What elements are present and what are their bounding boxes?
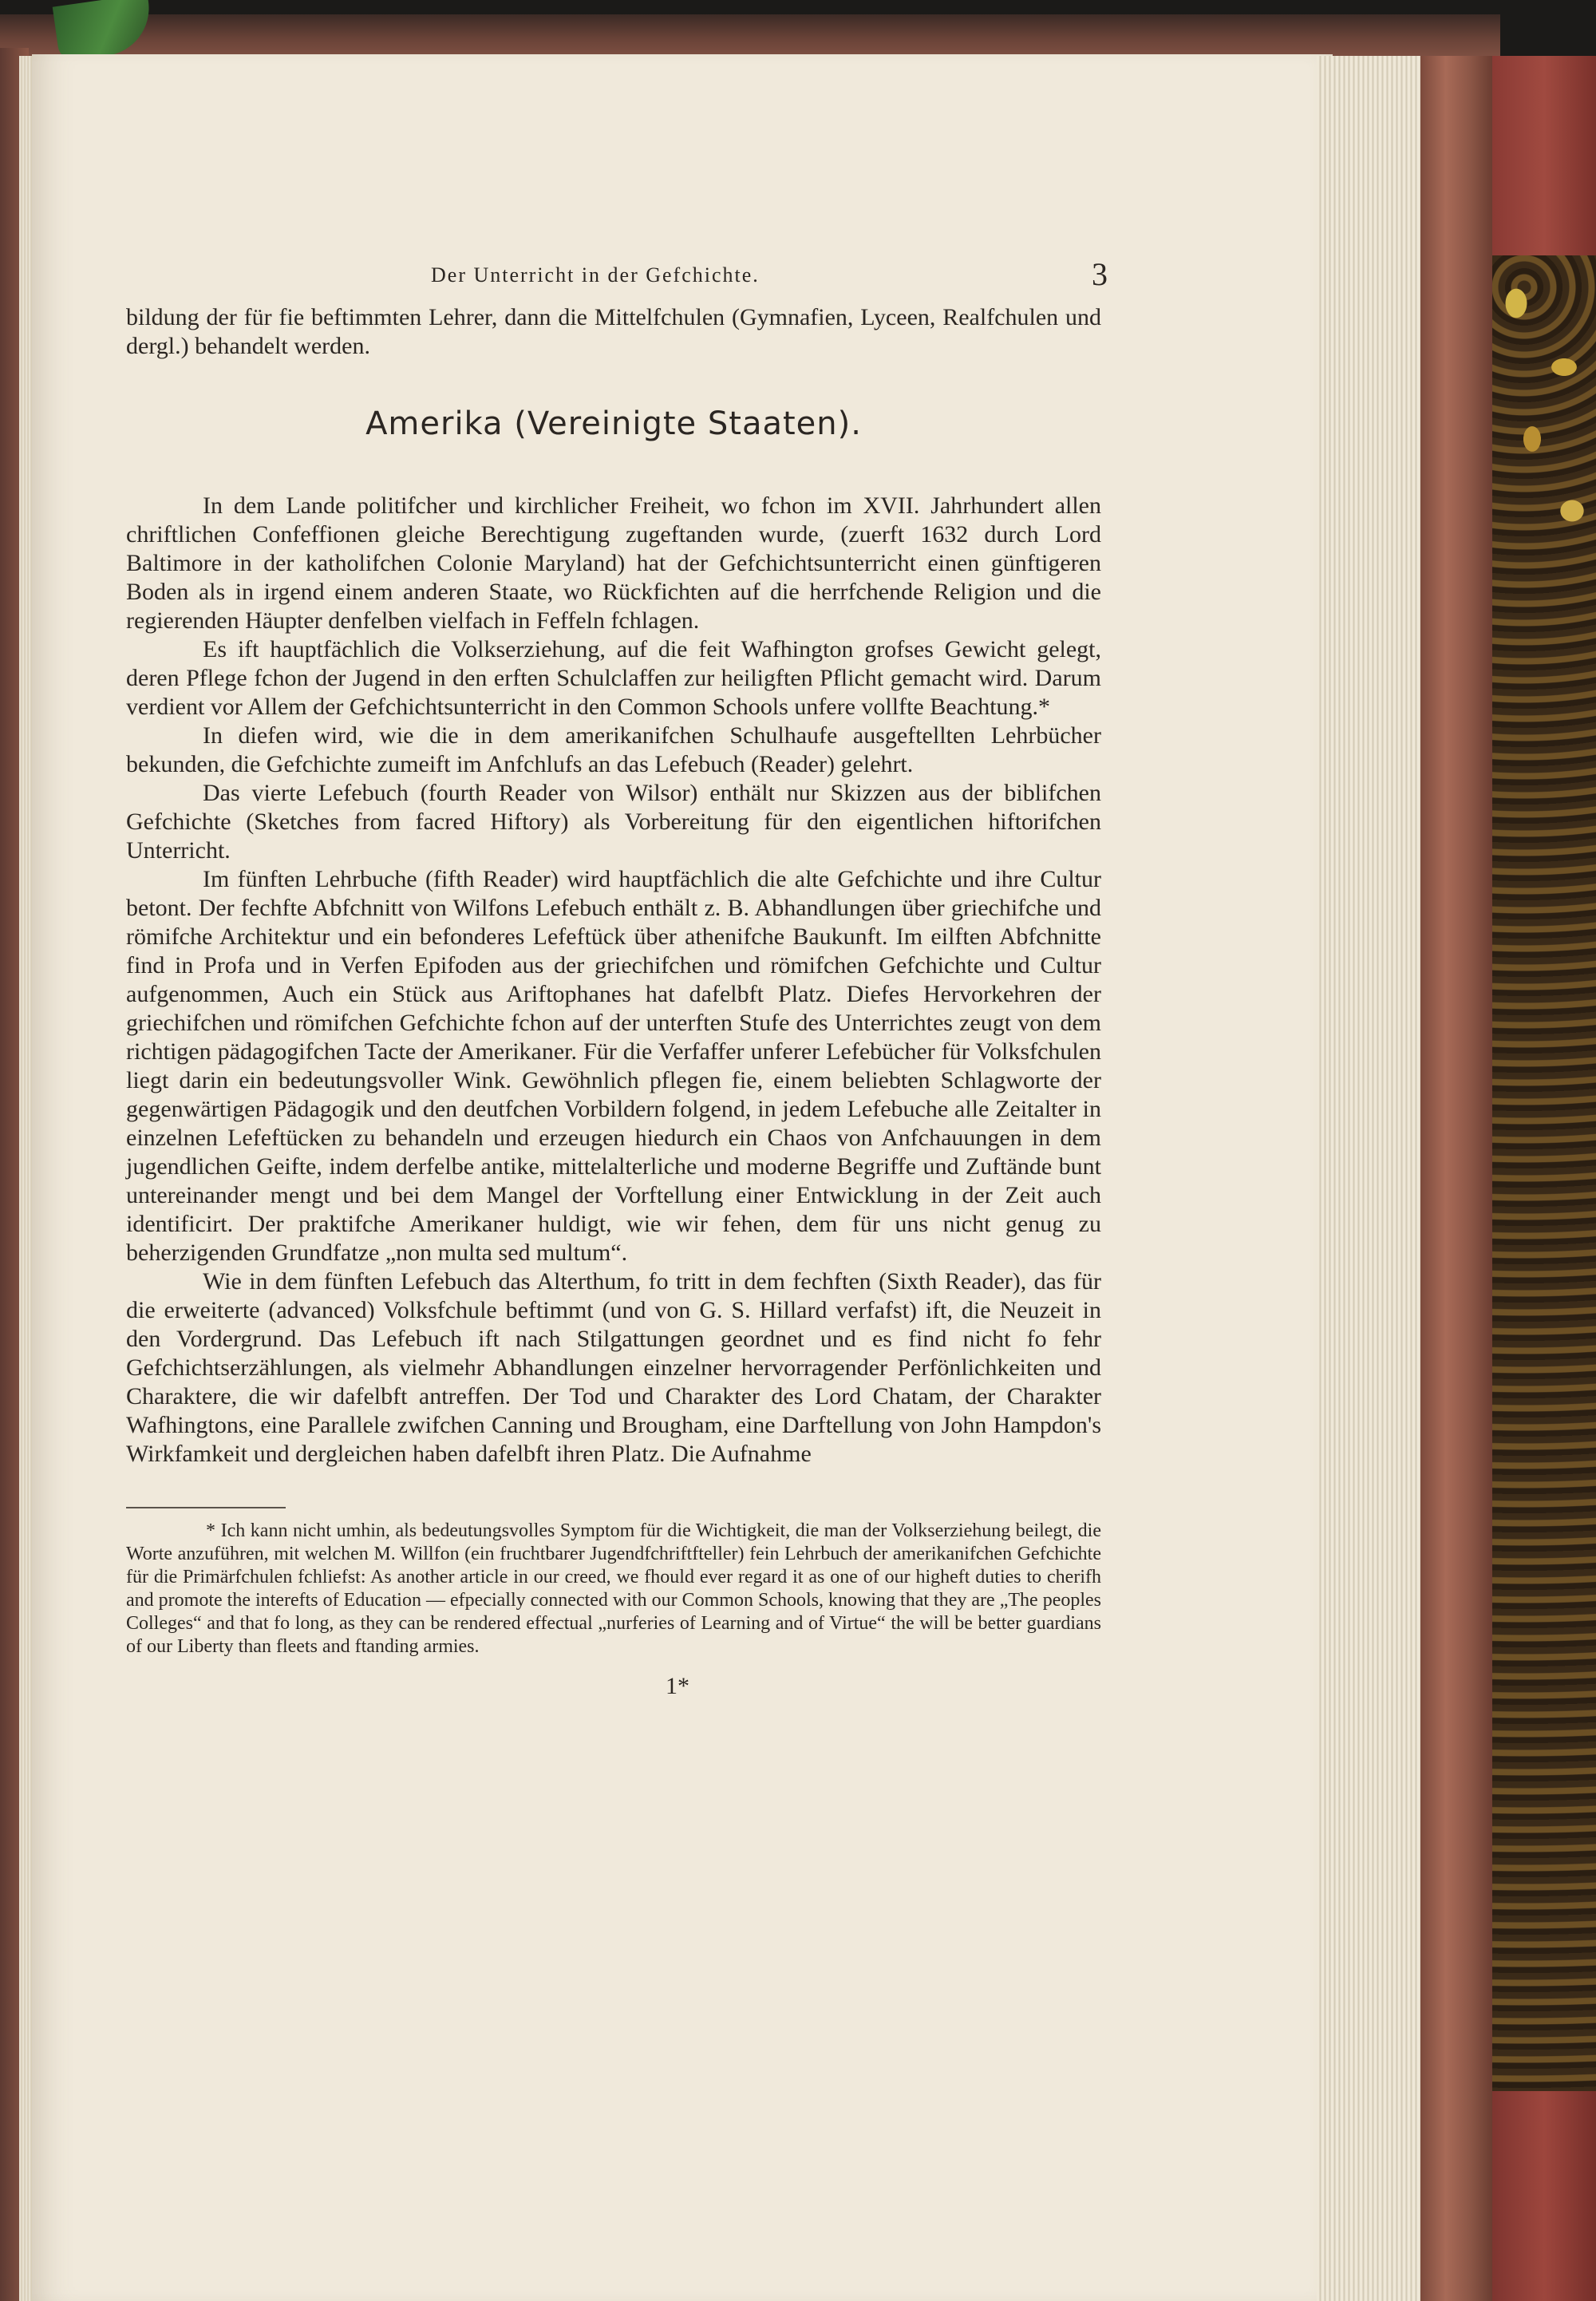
body-paragraph: Das vierte Lefebuch (fourth Reader von Wilsor) enthält nur Skizzen aus der biblifchen Gefchichte (Sketches from facred Hiftory) als Vorbereitung für den eigentlichen hiftorifchen Unterricht.: [126, 780, 1101, 864]
cover-corner-top: [1492, 56, 1596, 263]
page-number: 3: [1092, 256, 1108, 292]
footnote: * Ich kann nicht umhin, als bedeutungsvolles Symptom für die Wichtigkeit, die man der Volkserziehung beilegt, die Worte anzuführen, mit welchen M. Willfon (ein fruchtbarer Jugendfchriftfteller) fein Lehrbuch der amerikanifchen Gefchichte für die Primärfchulen fchliefst: As another article in our creed, we fhould ever regard it as one of our higheft duties to cherifh and promote the interefts of Education — efpecially connected with our Common Schools, knowing that they are „The peoples Colleges“ and that fo long, as they can be rendered effectual „nurferies of Learning and of Virtue“ the will be better guardians of our Liberty than fleets and ftanding armies.: [126, 1520, 1101, 1657]
section-heading: Amerika (Vereinigte Staaten).: [365, 405, 862, 442]
body-paragraph: Es ift hauptfächlich die Volkserziehung, auf die feit Wafhington grofses Gewicht gelegt, deren Pflege fchon der Jugend in den erften Schulclaffen zur heiligften Pflicht gemacht wird. Darum verdient vor Allem der Gefchichtsunterricht in den Common Schools unfere vollfte Beachtung.*: [126, 636, 1101, 720]
page-stack-edges: [1317, 56, 1420, 2301]
footnote-divider: [126, 1507, 286, 1508]
marbled-cover: [1492, 255, 1596, 2299]
body-paragraph: In diefen wird, wie die in dem amerikanifchen Schulhaufe ausgeftellten Lehrbücher bekunden, die Gefchichte zumeift im Anfchlufs an das Lefebuch (Reader) gelehrt.: [126, 722, 1101, 777]
intro-paragraph: bildung der für fie beftimmten Lehrer, dann die Mittelfchulen (Gymnafien, Lyceen, Realfchulen und dergl.) behandelt werden.: [126, 304, 1101, 359]
body-paragraph: In dem Lande politifcher und kirchlicher Freiheit, wo fchon im XVII. Jahrhundert allen chriftlichen Confeffionen gleiche Berechtigung zugeftanden wurde, (zuerft 1632 durch Lord Baltimore in der katholifchen Colonie Maryland) hat der Gefchichtsunterricht einen günftigeren Boden als in irgend einem anderen Staate, wo Rückfichten auf die herrfchende Religion und die regierenden Häupter denfelben vielfach in Feffeln fchlagen.: [126, 492, 1101, 634]
body-paragraph: Wie in dem fünften Lefebuch das Alterthum, fo tritt in dem fechften (Sixth Reader), das für die erweiterte (advanced) Volksfchule beftimmt (und von G. S. Hillard verfafst) ift, die Neuzeit in den Vordergrund. Das Lefebuch ift nach Stilgattungen geordnet und es find nicht fo fehr Gefchichtserzählungen, als vielmehr Abhandlungen einzelner hervorragender Perfönlichkeiten und Charaktere, die wir dafelbft antreffen. Der Tod und Charakter des Lord Chatam, der Charakter Wafhingtons, eine Parallele zwifchen Canning und Brougham, eine Darftellung von John Hampdon's Wirkfamkeit und dergleichen haben dafelbft ihren Platz. Die Aufnahme: [126, 1268, 1101, 1467]
running-head: Der Unterricht in der Gefchichte.: [431, 263, 760, 287]
page-text-block: [126, 255, 1108, 1700]
body-paragraph: Im fünften Lehrbuche (fifth Reader) wird hauptfächlich die alte Gefchichte und ihre Cultur betont. Der fechfte Abfchnitt von Wilfons Lefebuch enthält z. B. Abhandlungen über griechifche und römifche Architektur und ein befonderes Lefeftück über athenifche Baukunft. Im eilften Abfchnitte find in Profa und in Verfen Epifoden aus der griechifchen und römifchen Gefchichte und Cultur aufgenommen, Auch ein Stück aus Ariftophanes hat dafelbft Platz. Diefes Hervorkehren der griechifchen und römifchen Gefchichte fchon auf der unterften Stufe des Unterrichtes zeugt von dem richtigen pädagogifchen Tacte der Amerikaner. Für die Verfaffer unferer Lefebücher für Volksfchulen liegt darin ein bedeutungsvoller Wink. Gewöhnlich pflegen fie, einem beliebten Schlagworte der gegenwärtigen Pädagogik und den deutfchen Vorbildern folgend, in jedem Lefebuche alle Zeitalter in einzelnen Lefeftücken zu behandeln und erzeugen hiedurch ein Chaos von Anfchauungen in dem jugendlichen Geifte, indem derfelbe antike, mittelalterliche und moderne Begriffe und Zuftände bunt untereinander mengt und bei dem Mangel der Vorftellung einer Entwicklung in der Zeit auch identificirt. Der praktifche Amerikaner huldigt, wie wir fehen, dem für uns nicht genug zu beherzigenden Grundfatze „non multa sed multum“.: [126, 866, 1101, 1266]
printer-signature: 1*: [666, 1673, 689, 1699]
cover-corner-bottom: [1492, 2091, 1596, 2301]
binding-edge: [1420, 56, 1492, 2301]
page-header: [126, 255, 1108, 303]
